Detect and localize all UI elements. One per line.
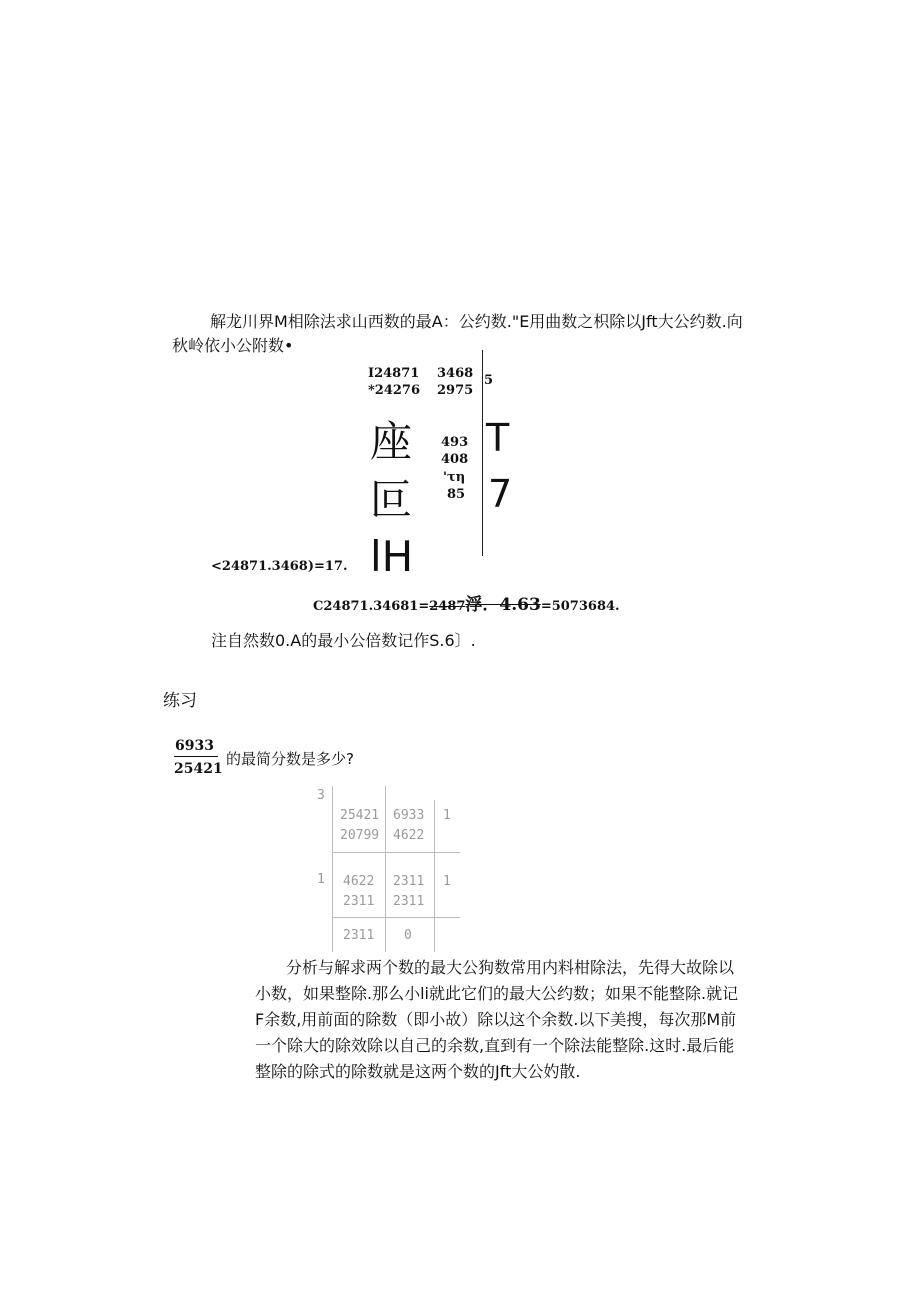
fraction-bar xyxy=(174,756,218,757)
lcm-prefix: C24871.34681= xyxy=(313,599,430,614)
lcm-result xyxy=(313,594,620,618)
cell-number: 25421 xyxy=(340,808,380,823)
left-number: I24871 xyxy=(368,366,420,381)
intro-line-1: 解龙川界M相除法求山西数的最A：公约数."E用曲数之枳除以Jft大公约数.向 xyxy=(210,312,743,331)
cell-number: 4622 xyxy=(393,828,425,843)
glyph: 座 xyxy=(370,417,413,466)
right-number: 408 xyxy=(441,452,469,467)
left-number: *24276 xyxy=(368,383,421,398)
note: 注自然数0.A的最小公倍数记作S.6〕. xyxy=(211,631,476,650)
grid-line xyxy=(332,917,460,918)
quotient: 5 xyxy=(484,373,494,388)
fraction-denominator: 25421 xyxy=(174,761,223,777)
quotient: 1 xyxy=(443,874,451,889)
right-number: 3468 xyxy=(437,366,474,381)
glyph: lH xyxy=(370,532,414,581)
glyph: 叵 xyxy=(370,475,413,524)
cell-number: 2311 xyxy=(393,874,425,889)
right-number: 2975 xyxy=(437,383,474,398)
analysis-line: 一个除大的除效除以自己的余数,直到有一个除法能整除.这时.最后能 xyxy=(255,1036,735,1055)
cell-number: 6933 xyxy=(393,808,425,823)
analysis-line: 小数，如果整除.那么小li就此它们的最大公约数；如果不能整除.就记 xyxy=(255,984,739,1003)
quotient: 1 xyxy=(443,808,451,823)
right-number: 85 xyxy=(447,487,466,502)
analysis-line: F余数,用前面的除数（即小故）除以这个余数.以下美搜，每次那M前 xyxy=(255,1010,737,1029)
exercise-heading: 练习 xyxy=(163,691,197,711)
division-line xyxy=(482,350,483,556)
lcm-suffix: =5073684. xyxy=(540,599,620,614)
right-number: 'τη xyxy=(443,470,466,485)
glyph-clip xyxy=(368,532,428,581)
lcm-struck: 2487 xyxy=(429,599,466,614)
right-number: 493 xyxy=(441,435,469,450)
cell-number: 20799 xyxy=(340,828,380,843)
intro-line-2: 秋岭依小公附数• xyxy=(172,336,294,355)
cell-number: 2311 xyxy=(393,894,425,909)
grid-line xyxy=(434,800,435,952)
cell-number: 4622 xyxy=(343,874,375,889)
grid-line xyxy=(385,786,386,952)
quotient: 3 xyxy=(317,788,325,803)
problem-question: 的最简分数是多少? xyxy=(226,750,354,768)
gcd-result: <24871.3468)=17. xyxy=(211,559,348,574)
analysis-line: 整除的除式的除数就是这两个数的Jft大公妁散. xyxy=(255,1062,581,1081)
cell-number: 2311 xyxy=(343,928,375,943)
cell-number: 0 xyxy=(404,928,412,943)
fraction-numerator: 6933 xyxy=(175,738,214,754)
grid-line xyxy=(332,852,460,853)
quotient: T xyxy=(486,416,510,460)
quotient: 7 xyxy=(488,472,513,516)
analysis-line: 分析与解求两个数的最大公狗数常用内料柑除法，先得大故除以 xyxy=(286,958,735,977)
grid-line xyxy=(332,786,333,952)
lcm-mid: 浮．4.63 xyxy=(465,595,541,615)
cell-number: 2311 xyxy=(343,894,375,909)
quotient: 1 xyxy=(317,872,325,887)
